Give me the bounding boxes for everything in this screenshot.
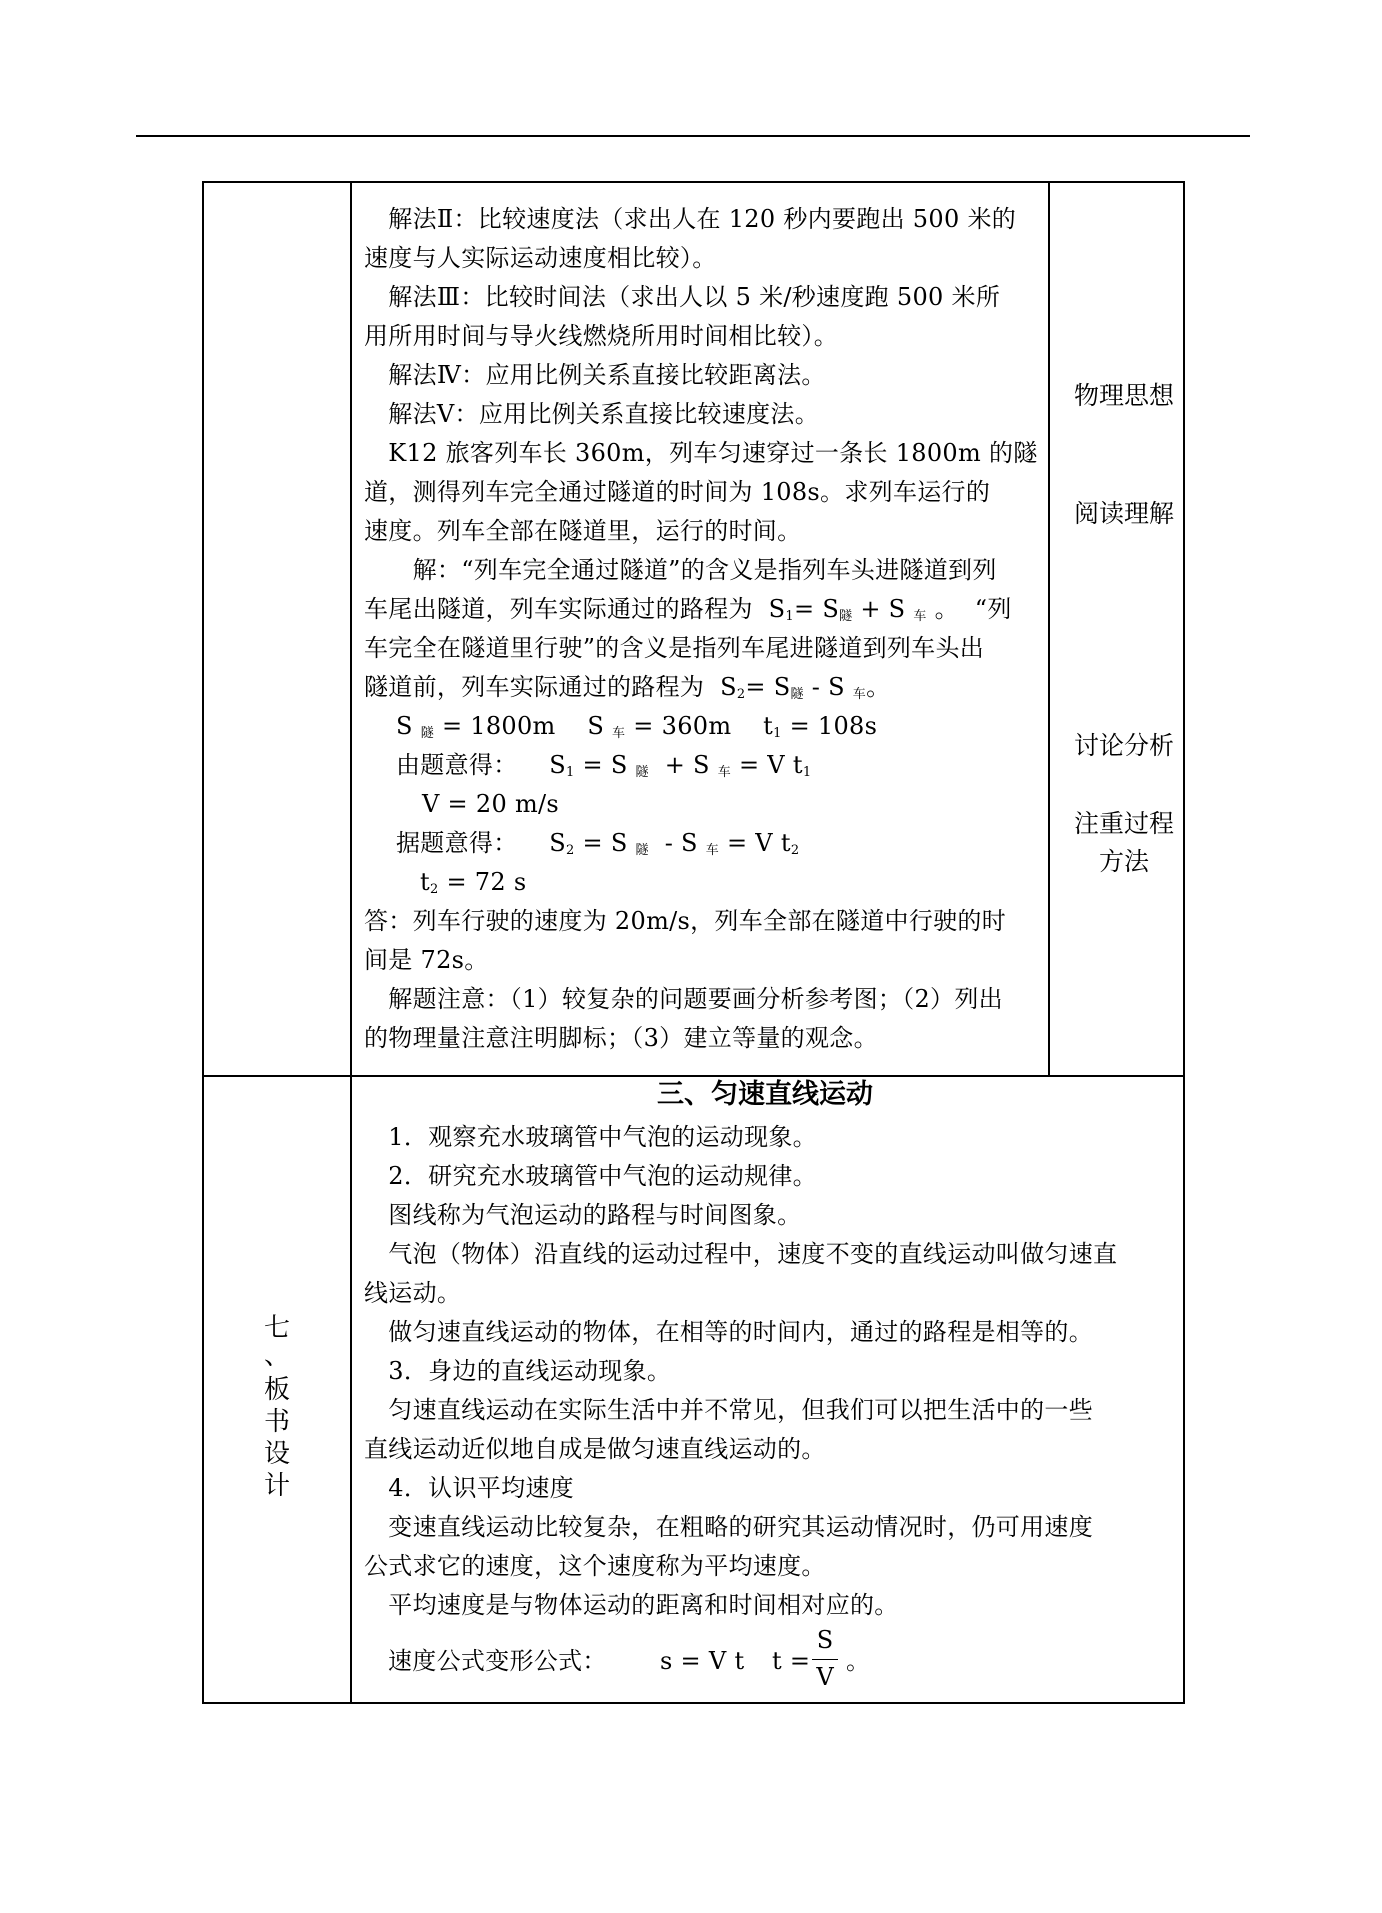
content-line: 解法Ⅱ：比较速度法（求出人在 120 秒内要跑出 500 米的 <box>364 205 1017 233</box>
board-line: 1．观察充水玻璃管中气泡的运动现象。 <box>364 1123 817 1151</box>
table-left-border <box>202 181 204 1704</box>
board-line: 平均速度是与物体运动的距离和时间相对应的。 <box>364 1591 899 1619</box>
content-line: 解法Ⅳ：应用比例关系直接比较距离法。 <box>364 361 826 389</box>
board-line: 公式求它的速度，这个速度称为平均速度。 <box>364 1552 826 1580</box>
content-line: 解法Ⅴ：应用比例关系直接比较速度法。 <box>364 400 820 428</box>
board-line: 做匀速直线运动的物体，在相等的时间内，通过的路程是相等的。 <box>364 1318 1093 1346</box>
table-col2-border <box>1048 181 1050 1077</box>
formula-t: t = <box>772 1647 811 1675</box>
note-line: 解题注意：（1）较复杂的问题要画分析参考图；（2）列出 <box>364 985 1003 1013</box>
fraction-numerator: S <box>816 1626 834 1654</box>
board-heading: 三、匀速直线运动 <box>657 1079 873 1110</box>
content-line: 用所用时间与导火线燃烧所用时间相比较）。 <box>364 322 838 350</box>
board-line: 变速直线运动比较复杂，在粗略的研究其运动情况时，仍可用速度 <box>364 1513 1093 1541</box>
fraction-denominator: V <box>816 1663 834 1691</box>
board-line: 气泡（物体）沿直线的运动过程中，速度不变的直线运动叫做匀速直 <box>364 1240 1118 1268</box>
board-line: 线运动。 <box>364 1279 462 1307</box>
side-note: 方法 <box>1098 847 1149 876</box>
s1-formula: $S_1= S_隧 + S$ $_车$ 。 <box>768 595 959 624</box>
content-line: 速度与人实际运动速度相比较）。 <box>364 244 717 272</box>
side-note: 阅读理解 <box>1073 499 1174 528</box>
label-char: 板 <box>263 1375 290 1405</box>
side-note: 注重过程 <box>1073 809 1174 838</box>
label-char: 七 <box>263 1313 290 1343</box>
time-result: $t_2 = 72$ s <box>420 868 527 897</box>
fraction-bar <box>812 1659 838 1660</box>
content-line-s1: 车尾出隧道，列车实际通过的路程为 $S_1= S_隧 + S$ $_车$ 。 “列 <box>364 595 1012 624</box>
label-char: 、 <box>263 1341 290 1371</box>
equation-2: 据题意得： $S_2 = S$ $_隧$ - S $_车$ = V $t_2$ <box>396 829 800 858</box>
board-line: 直线运动近似地自成是做匀速直线运动的。 <box>364 1435 826 1463</box>
board-line: 匀速直线运动在实际生活中并不常见，但我们可以把生活中的一些 <box>364 1396 1093 1424</box>
equation-1: 由题意得： $S_1 = S$ $_隧$ + S $_车$ = V $t_1$ <box>396 751 812 780</box>
content-line-s2: 隧道前，列车实际通过的路程为 $S_2= S_隧 - S$ $_车$。 <box>364 673 891 702</box>
note-line: 的物理量注意注明脚标；（3）建立等量的观念。 <box>364 1024 878 1052</box>
label-char: 设 <box>263 1439 290 1469</box>
content-line: 解法Ⅲ：比较时间法（求出人以 5 米/秒速度跑 500 米所 <box>364 283 1001 311</box>
side-note: 讨论分析 <box>1073 731 1174 760</box>
s2-formula: $S_2= S_隧 - S$ $_车$。 <box>720 673 891 702</box>
table-col1-border <box>350 181 352 1704</box>
answer-line: 间是 72s。 <box>364 946 489 974</box>
label-char: 计 <box>263 1471 290 1501</box>
board-line: 图线称为气泡运动的路程与时间图象。 <box>364 1201 802 1229</box>
header-rule <box>136 135 1250 137</box>
board-line: 4．认识平均速度 <box>364 1474 574 1502</box>
label-char: 书 <box>263 1407 290 1437</box>
formula-end: 。 <box>846 1647 871 1675</box>
answer-line: 答：列车行驶的速度为 20m/s，列车全部在隧道中行驶的时 <box>364 907 1007 935</box>
content-line: K12 旅客列车长 360m，列车匀速穿过一条长 1800m 的隧 <box>364 439 1038 467</box>
formula-s: s = V t <box>660 1647 745 1675</box>
given-values: S $_隧$ = 1800m S $_车$ = 360m $t_1 = 108s$ <box>396 712 878 741</box>
velocity-result: V = 20 m/s <box>422 790 560 818</box>
side-note: 物理思想 <box>1073 381 1174 410</box>
formula-label: 速度公式变形公式： <box>388 1647 607 1675</box>
board-line: 3．身边的直线运动现象。 <box>364 1357 672 1385</box>
content-line: 速度。列车全部在隧道里，运行的时间。 <box>364 517 802 545</box>
content-line: 车完全在隧道里行驶”的含义是指列车尾进隧道到列车头出 <box>364 634 985 662</box>
content-line: 道，测得列车完全通过隧道的时间为 108s。求列车运行的 <box>364 478 991 506</box>
board-line: 2．研究充水玻璃管中气泡的运动规律。 <box>364 1162 817 1190</box>
content-line: 解：“列车完全通过隧道”的含义是指列车头进隧道到列 <box>364 556 997 584</box>
